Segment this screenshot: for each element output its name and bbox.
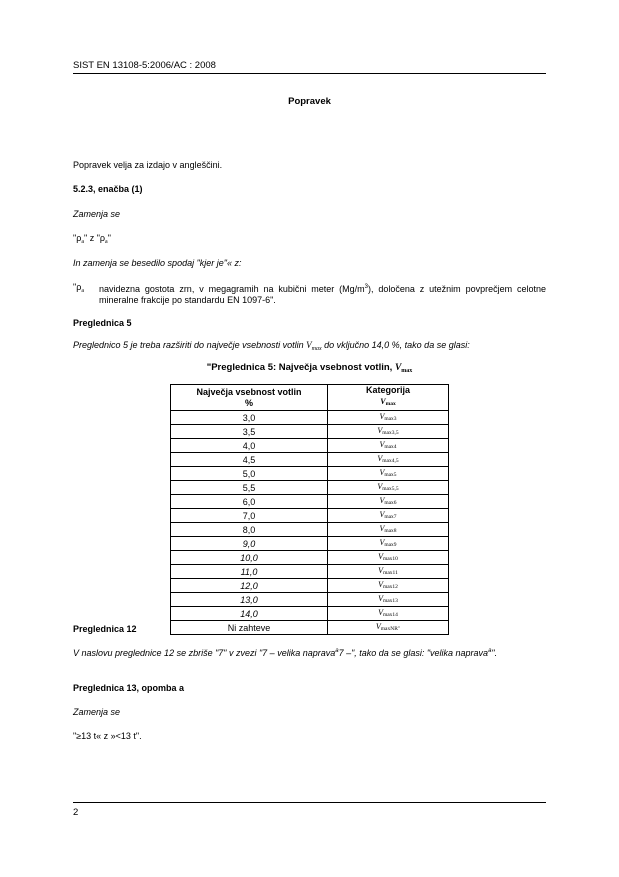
page-number: 2 bbox=[73, 807, 79, 818]
section-heading-preglednica-5: Preglednica 5 bbox=[73, 318, 132, 328]
page-title: Popravek bbox=[288, 96, 331, 107]
void-value-cell: 13,0 bbox=[171, 593, 328, 607]
category-cell: Vmax14 bbox=[328, 607, 449, 621]
void-value-cell: 9,0 bbox=[171, 537, 328, 551]
void-value-cell: Ni zahteve bbox=[171, 621, 328, 635]
void-value-cell: 3,0 bbox=[171, 411, 328, 425]
table-row bbox=[171, 467, 449, 481]
table-row bbox=[171, 425, 449, 439]
void-content-table bbox=[170, 384, 449, 635]
document-header: SIST EN 13108-5:2006/AC : 2008 bbox=[73, 60, 216, 71]
void-value-cell: 4,0 bbox=[171, 439, 328, 453]
void-value-cell: 6,0 bbox=[171, 495, 328, 509]
col1-header: Največja vsebnost votlin % bbox=[171, 385, 328, 411]
category-cell: Vmax5 bbox=[328, 467, 449, 481]
category-cell: Vmax4 bbox=[328, 439, 449, 453]
category-cell: Vmax11 bbox=[328, 565, 449, 579]
definition-symbol: "$\rho_a$ bbox=[73, 282, 84, 294]
void-value-cell: 10,0 bbox=[171, 551, 328, 565]
header-rule bbox=[73, 73, 546, 74]
category-cell: Vmax7 bbox=[328, 509, 449, 523]
category-cell: Vmax4,5 bbox=[328, 453, 449, 467]
replace-expression: "$\rho_a$" z "$\rho_a$" bbox=[73, 233, 111, 245]
void-value-cell: 14,0 bbox=[171, 607, 328, 621]
table-row bbox=[171, 509, 449, 523]
void-value-cell: 4,5 bbox=[171, 453, 328, 467]
category-cell: Vmax12 bbox=[328, 579, 449, 593]
table-row bbox=[171, 411, 449, 425]
section-heading-5-2-3: 5.2.3, enačba (1) bbox=[73, 184, 143, 194]
category-cell: Vmax8 bbox=[328, 523, 449, 537]
table-body bbox=[171, 411, 449, 635]
symbol-definition bbox=[73, 282, 546, 306]
category-cell: Vmax10 bbox=[328, 551, 449, 565]
col2-header: Kategorija Vmax bbox=[328, 385, 449, 411]
replace-where-text: In zamenja se besedilo spodaj "kjer je"« z: bbox=[73, 258, 242, 268]
table-row bbox=[171, 495, 449, 509]
void-value-cell: 5,0 bbox=[171, 467, 328, 481]
table-row bbox=[171, 607, 449, 621]
replace-label-2: Zamenja se bbox=[73, 707, 121, 717]
void-value-cell: 5,5 bbox=[171, 481, 328, 495]
table-row bbox=[171, 565, 449, 579]
table-row bbox=[171, 481, 449, 495]
table-row bbox=[171, 551, 449, 565]
void-value-cell: 7,0 bbox=[171, 509, 328, 523]
table5-note: Preglednico 5 je treba razširiti do največje vsebnosti votlin $V_{max}$ do vključno 14,0 %, tako da se glasi: bbox=[73, 340, 470, 352]
table-row bbox=[171, 453, 449, 467]
table-row bbox=[171, 523, 449, 537]
void-value-cell: 12,0 bbox=[171, 579, 328, 593]
category-cell: Vmax3,5 bbox=[328, 425, 449, 439]
category-cell: Vmax5,5 bbox=[328, 481, 449, 495]
category-cell: Vmax9 bbox=[328, 537, 449, 551]
table12-note: V naslovu preglednice 12 se zbriše "7" v zvezi "7 – velika naprava$^a$7 –", tako da se glasi: "velika naprava$^a$". bbox=[73, 648, 498, 658]
category-cell: Vmax13 bbox=[328, 593, 449, 607]
category-cell: Vmax3 bbox=[328, 411, 449, 425]
replace-text-13: "≥13 t« z »<13 t". bbox=[73, 731, 142, 741]
table-row bbox=[171, 579, 449, 593]
category-cell: Vmax6 bbox=[328, 495, 449, 509]
void-value-cell: 3,5 bbox=[171, 425, 328, 439]
table-caption: "Preglednica 5: Največja vsebnost votlin, $V_{max}$ bbox=[206, 362, 413, 374]
void-value-cell: 11,0 bbox=[171, 565, 328, 579]
table-header-row bbox=[171, 385, 449, 411]
intro-text: Popravek velja za izdajo v angleščini. bbox=[73, 160, 223, 170]
section-heading-preglednica-13: Preglednica 13, opomba a bbox=[73, 683, 185, 693]
table-row bbox=[171, 439, 449, 453]
table-row bbox=[171, 593, 449, 607]
void-value-cell: 8,0 bbox=[171, 523, 328, 537]
section-heading-preglednica-12: Preglednica 12 bbox=[73, 624, 137, 634]
category-cell: VmaxNR" bbox=[328, 621, 449, 635]
definition-text: navidezna gostota zrn, v megagramih na kubični meter $(Mg/m^3)$, določena z utežnim povprečjem celotne mineralne frakcije po standardu EN 1097-6". bbox=[99, 284, 546, 305]
replace-label-1: Zamenja se bbox=[73, 209, 121, 219]
table-row bbox=[171, 537, 449, 551]
footer-rule bbox=[73, 802, 546, 803]
